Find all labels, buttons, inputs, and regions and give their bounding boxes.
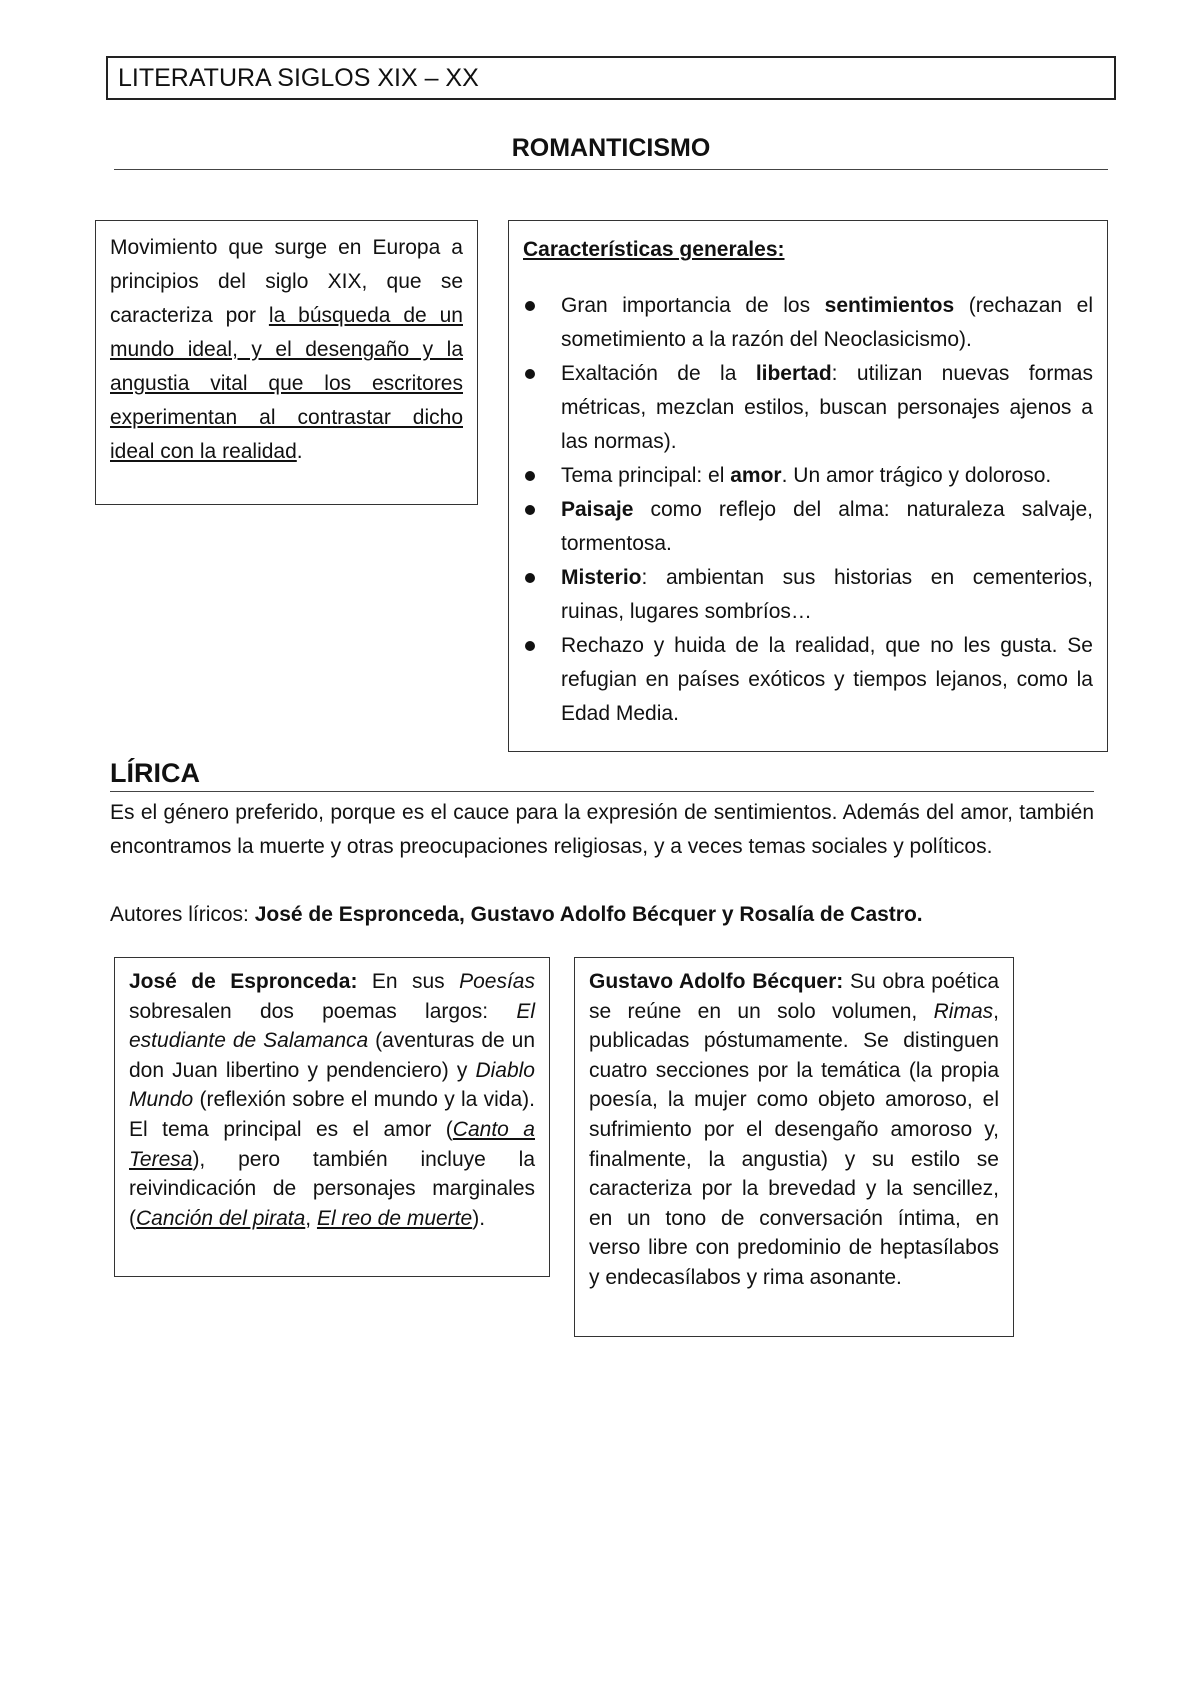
list-item: Gran importancia de los sentimientos (rechazan el sometimiento a la razón del Neoclasicismo). [523,289,1093,357]
section-title: ROMANTICISMO [114,134,1108,170]
list-item: Rechazo y huida de la realidad, que no les gusta. Se refugian en países exóticos y tiempos lejanos, como la Edad Media. [523,629,1093,731]
authors-label: Autores líricos: [110,903,255,926]
authors-line [110,898,1094,932]
bullet-icon [525,641,535,651]
characteristics-title: Características generales: [523,238,785,261]
bullet-icon [525,369,535,379]
list-item: Misterio: ambientan sus historias en cementerios, ruinas, lugares sombríos… [523,561,1093,629]
characteristics-list [523,289,1093,731]
bullet-icon [525,301,535,311]
authors-names: José de Espronceda, Gustavo Adolfo Bécquer y Rosalía de Castro. [254,903,923,926]
list-item: Exaltación de la libertad: utilizan nuevas formas métricas, mezclan estilos, buscan personajes ajenos a las normas). [523,357,1093,459]
espronceda-text: José de Espronceda: En sus Poesías sobresalen dos poemas largos: El estudiante de Salamanca (aventuras de un don Juan libertino y pendenciero) y Diablo Mundo (reflexión sobre el mundo y la vida). El tema principal es el amor (Canto a Teresa), pero también incluye la reivindicación de personajes marginales (Canción del pirata, El reo de muerte). [129,970,536,1230]
definition-text: Movimiento que surge en Europa a principios del siglo XIX, que se caracteriza por la búsqueda de un mundo ideal, y el desengaño y la angustia vital que los escritores experimentan al contrastar dicho ideal con la realidad. [110,236,463,463]
header-title: LITERATURA SIGLOS XIX – XX [118,64,479,92]
author-name: José de Espronceda: [129,970,358,993]
becquer-text: Gustavo Adolfo Bécquer: Su obra poética se reúne en un solo volumen, Rimas, publicadas póstumamente. Se distinguen cuatro secciones por la temática (la propia poesía, la mujer como objeto amoroso, el sufrimiento por el desengaño amoroso y, finalmente, la angustia) y su estilo se caracteriza por la brevedad y la sencillez, en un tono de conversación íntima, en verso libre con predominio de heptasílabos y endecasílabos y rima asonante. [589,970,1000,1289]
document-header [106,56,1116,100]
characteristics-box [508,220,1108,752]
becquer-box [574,957,1014,1337]
lirica-heading: LÍRICA [110,758,1094,792]
definition-underlined: la búsqueda de un mundo ideal, y el desengaño y la angustia vital que los escritores experimentan al contrastar dicho ideal con la realidad [110,304,463,463]
author-name: Gustavo Adolfo Bécquer: [589,970,844,993]
list-item: Paisaje como reflejo del alma: naturaleza salvaje, tormentosa. [523,493,1093,561]
bullet-icon [525,471,535,481]
bullet-icon [525,573,535,583]
definition-box [95,220,478,505]
lirica-paragraph: Es el género preferido, porque es el cauce para la expresión de sentimientos. Además del amor, también encontramos la muerte y otras preocupaciones religiosas, y a veces temas sociales y políticos. [110,801,1094,858]
list-item: Tema principal: el amor. Un amor trágico y doloroso. [523,459,1093,493]
bullet-icon [525,505,535,515]
espronceda-box [114,957,550,1277]
